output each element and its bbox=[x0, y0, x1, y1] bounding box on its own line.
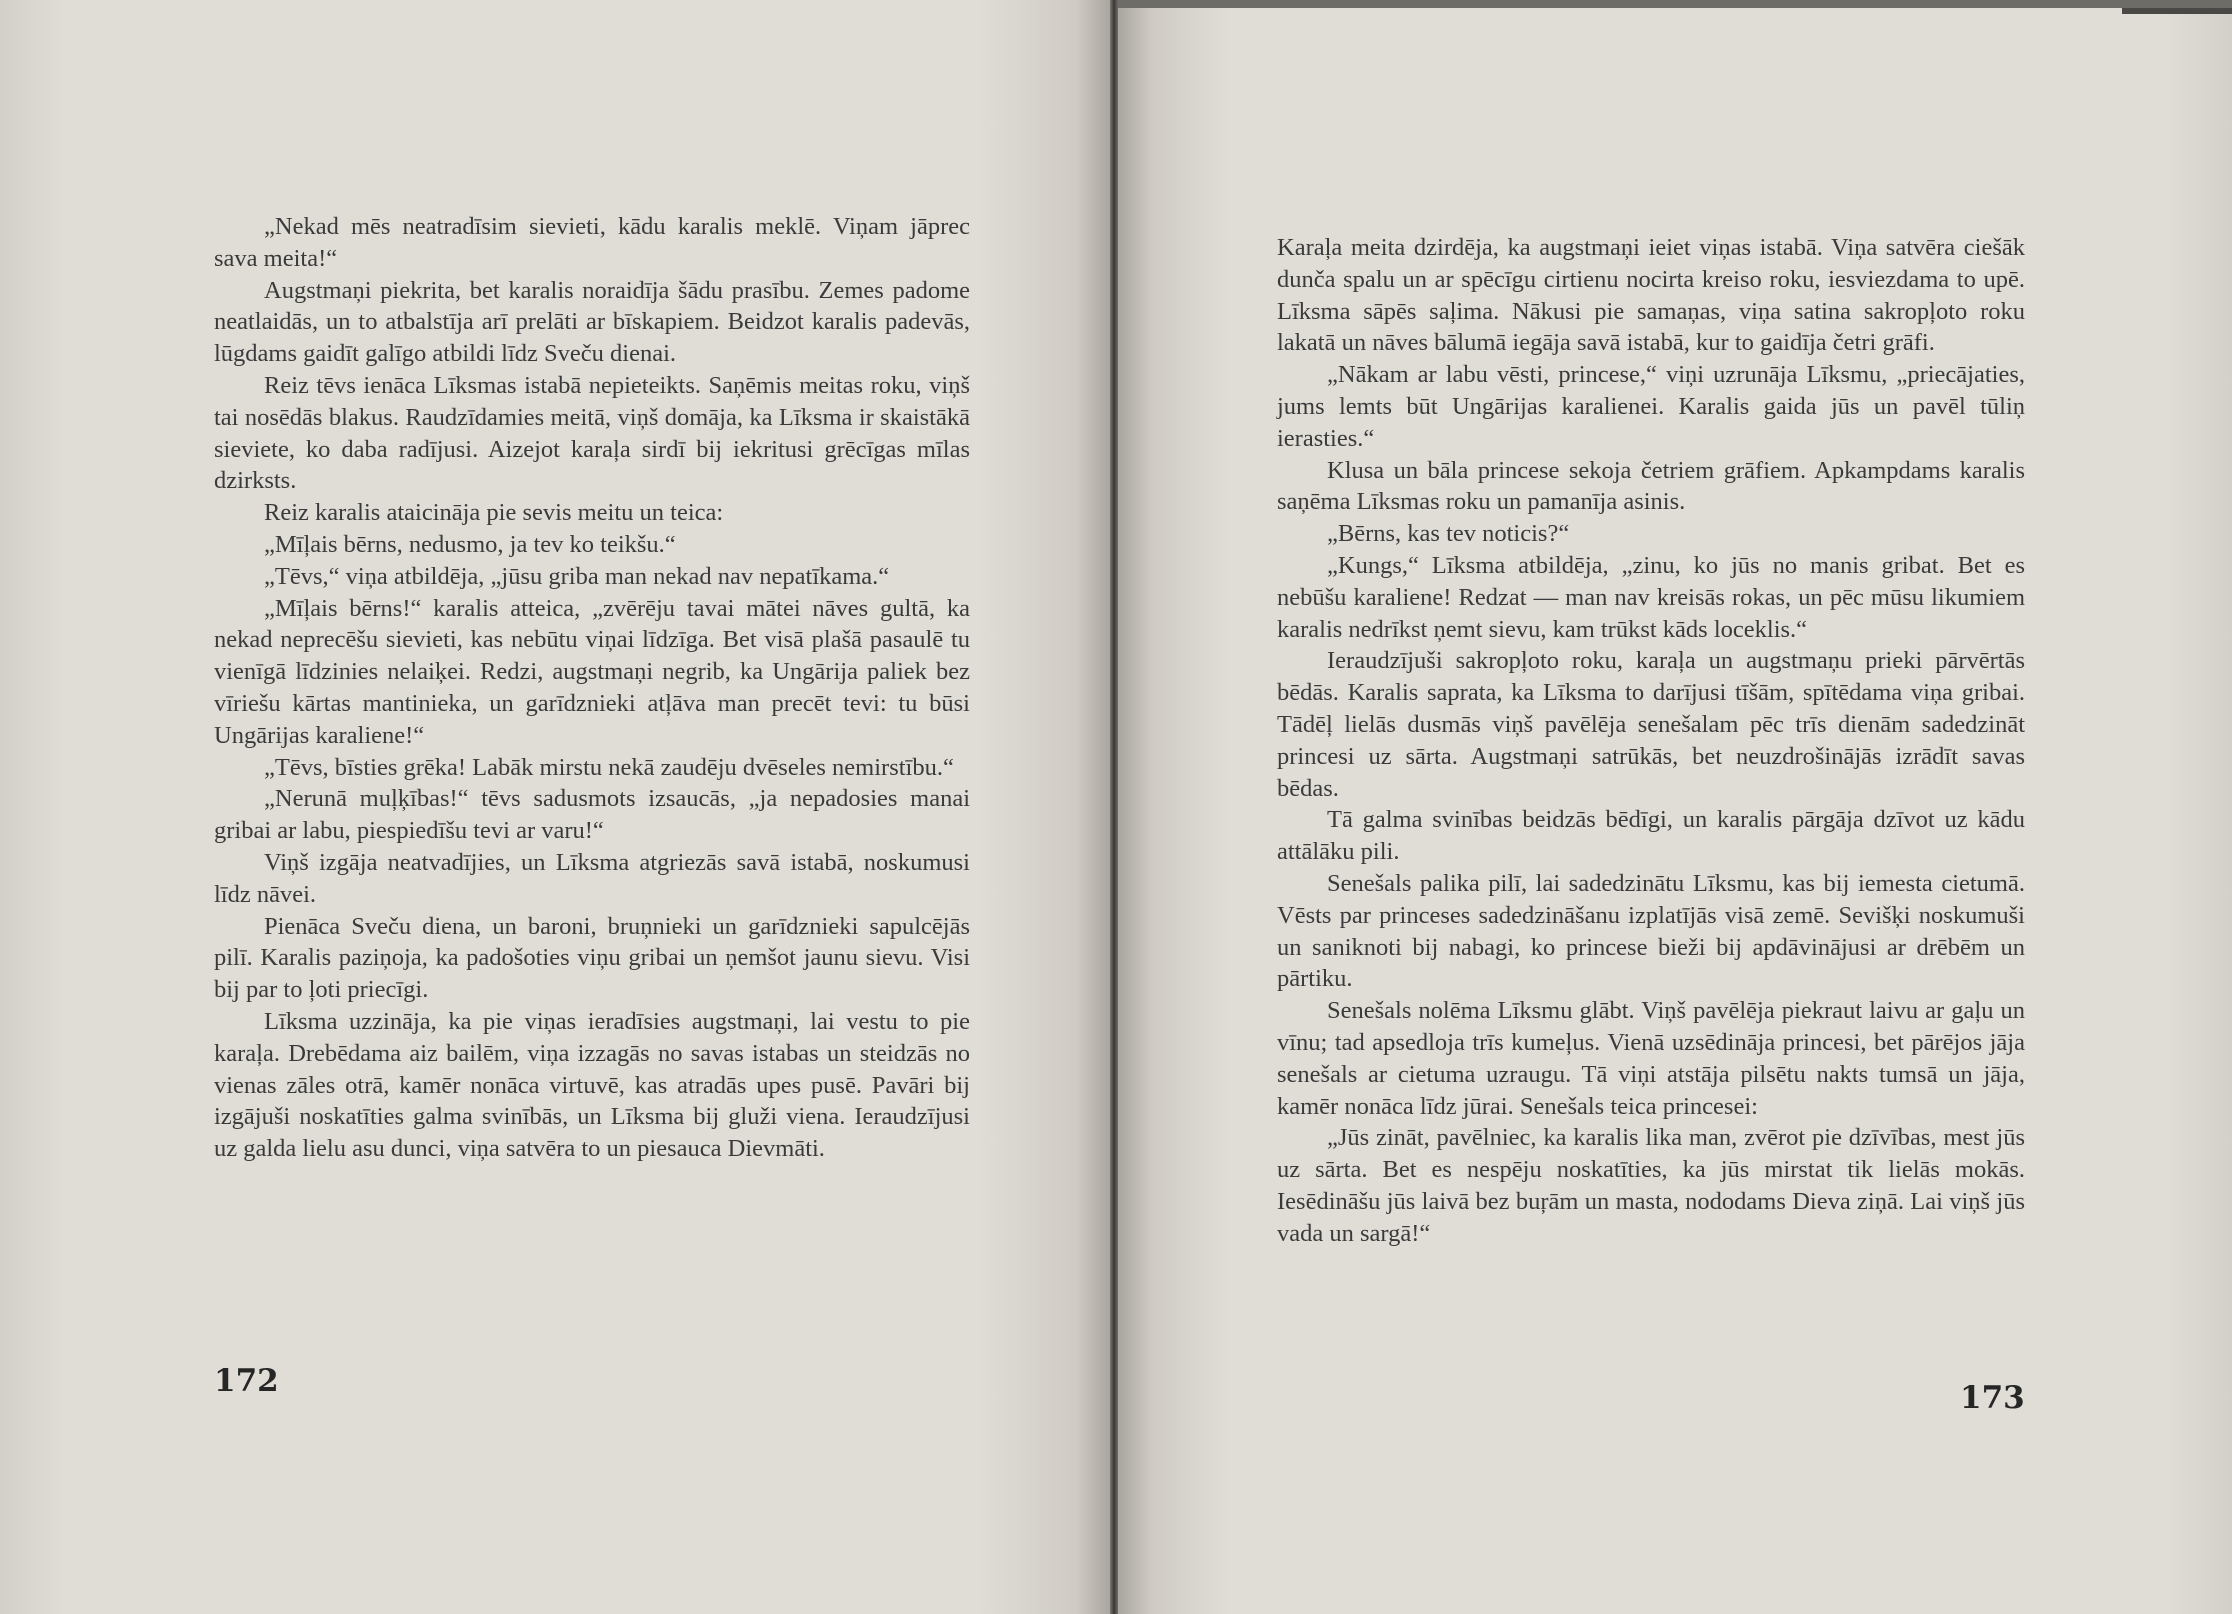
paragraph: Klusa un bāla princese sekoja četriem grāfiem. Apkampdams karalis saņēma Līksmas roku un pamanīja asinis. bbox=[1277, 456, 2025, 516]
paragraph: Karaļa meita dzirdēja, ka augstmaņi ieiet viņas istabā. Viņa satvēra ciešāk dunča spalu un ar spēcīgu cirtienu nocirta kreiso roku, iesviezdama to upē. Līksma sāpēs saļima. Nākusi pie samaņas, viņa satina sakropļoto roku lakatā un nāves bālumā iegāja savā istabā, kur to gaidīja četri grāfi. bbox=[1277, 234, 2025, 357]
paragraph: Senešals palika pilī, lai sadedzinātu Līksmu, kas bij iemesta cietumā. Vēsts par princeses sadedzināšanu izplatījās visā zemē. Sevišķi noskumuši un saniknoti bij nabagi, ko princese bieži bij apdāvinājusi ar drēbēm un pārtiku. bbox=[1277, 869, 2025, 993]
right-page-text bbox=[1277, 232, 2025, 1250]
paragraph: Tā galma svinības beidzās bēdīgi, un karalis pārgāja dzīvot uz kādu attālāku pili. bbox=[1277, 806, 2025, 866]
page-edge bbox=[2122, 8, 2232, 14]
page-number-left: 172 bbox=[214, 1363, 279, 1399]
paragraph: „Mīļais bērns, nedusmo, ja tev ko teikšu.“ bbox=[264, 530, 676, 558]
paragraph: Ieraudzījuši sakropļoto roku, karaļa un augstmaņu prieki pārvērtās bēdās. Karalis saprata, ka Līksma to darījusi tīšām, spītēdama viņa gribai. Tādēļ lielās dusmās viņš pavēlēja senešalam pēc trīs dienām sadedzināt princesi uz sārta. Augstmaņi satrūkās, bet neuzdrošinājās izrādīt savas bēdas. bbox=[1277, 647, 2025, 802]
paragraph: Reiz karalis ataicināja pie sevis meitu un teica: bbox=[264, 499, 724, 527]
paragraph: „Kungs,“ Līksma atbildēja, „zinu, ko jūs no manis gribat. Bet es nebūšu karaliene! Redzat — man nav kreisās rokas, un pēc mūsu likumiem karalis nedrīkst ņemt sievu, kam trūkst kāds loceklis.“ bbox=[1277, 551, 2025, 643]
paragraph: Augstmaņi piekrita, bet karalis noraidīja šādu prasību. Zemes padome neatlaidās, un to atbalstīja arī prelāti ar bīskapiem. Beidzot karalis padevās, lūgdams gaidīt galīgo atbildi līdz Sveču dienai. bbox=[214, 276, 970, 368]
paragraph: Reiz tēvs ienāca Līksmas istabā nepieteikts. Saņēmis meitas roku, viņš tai nosēdās blakus. Raudzīdamies meitā, viņš domāja, ka Līksma ir skaistākā sieviete, ko daba radījusi. Aizejot karaļa sirdī bij iekritusi grēcīgas mīlas dzirksts. bbox=[214, 371, 970, 495]
left-page bbox=[0, 0, 1110, 1614]
page-number-right: 173 bbox=[1960, 1380, 2025, 1416]
paragraph: Viņš izgāja neatvadījies, un Līksma atgriezās savā istabā, noskumusi līdz nāvei. bbox=[214, 848, 970, 908]
left-page-text bbox=[214, 211, 970, 1165]
book-gutter bbox=[1110, 0, 1118, 1614]
paragraph: „Mīļais bērns!“ karalis atteica, „zvērēju tavai mātei nāves gultā, ka nekad neprecēšu sievieti, kas nebūtu viņai līdzīga. Bet visā plašā pasaulē tu vienīgā līdzinies nelaiķei. Redzi, augstmaņi negrib, ka Ungārija paliek bez vīriešu kārtas mantinieka, un garīdznieki atļāva man precēt tevi: tu būsi Ungārijas karaliene!“ bbox=[214, 594, 970, 749]
paragraph: „Jūs zināt, pavēlniec, ka karalis lika man, zvērot pie dzīvības, mest jūs uz sārta. Bet es nespēju noskatīties, ka jūs mirstat tik lielās mokās. Iesēdināšu jūs laivā bez buŗām un masta, nododams Dieva ziņā. Lai viņš jūs vada un sargā!“ bbox=[1277, 1124, 2025, 1247]
paragraph: „Nākam ar labu vēsti, princese,“ viņi uzrunāja Līksmu, „priecājaties, jums lemts būt Ungārijas karalienei. Karalis gaida jūs un pavēl tūliņ ierasties.“ bbox=[1277, 361, 2025, 452]
paragraph: „Tēvs, bīsties grēka! Labāk mirstu nekā zaudēju dvēseles nemirstību.“ bbox=[264, 753, 954, 781]
paragraph: Pienāca Sveču diena, un baroni, bruņnieki un garīdznieki sapulcējās pilī. Karalis paziņoja, ka padošoties viņu gribai un ņemšot jaunu sievu. Visi bij par to ļoti priecīgi. bbox=[214, 912, 970, 1004]
paragraph: „Nekad mēs neatradīsim sievieti, kādu karalis meklē. Viņam jāprec sava meita!“ bbox=[214, 213, 970, 272]
paragraph: „Bērns, kas tev noticis?“ bbox=[1327, 520, 1570, 548]
paragraph: „Nerunā muļķības!“ tēvs sadusmots izsaucās, „ja nepadosies manai gribai ar labu, piespiedīšu tevi ar varu!“ bbox=[214, 785, 970, 845]
paragraph: Līksma uzzināja, ka pie viņas ieradīsies augstmaņi, lai vestu to pie karaļa. Drebēdama aiz bailēm, viņa izzagās no savas istabas un steidzās no vienas zāles otrā, kamēr nonāca virtuvē, kas atradās upes pusē. Pavāri bij izgājuši noskatīties galma svinībās, un Līksma bij gluži viena. Ieraudzījusi uz galda lielu asu dunci, viņa satvēra to un piesauca Dievmāti. bbox=[214, 1007, 970, 1163]
paragraph: Senešals nolēma Līksmu glābt. Viņš pavēlēja piekraut laivu ar gaļu un vīnu; tad apsedloja trīs kumeļus. Vienā uzsēdināja princesi, bet pārējos jāja senešals ar cietuma uzraugu. Tā viņi atstāja pilsētu nakts tumsā un jāja, kamēr nonāca līdz jūrai. Senešals teica princesei: bbox=[1277, 997, 2025, 1120]
paragraph: „Tēvs,“ viņa atbildēja, „jūsu griba man nekad nav nepatīkama.“ bbox=[264, 562, 890, 590]
right-page bbox=[1118, 0, 2232, 1614]
